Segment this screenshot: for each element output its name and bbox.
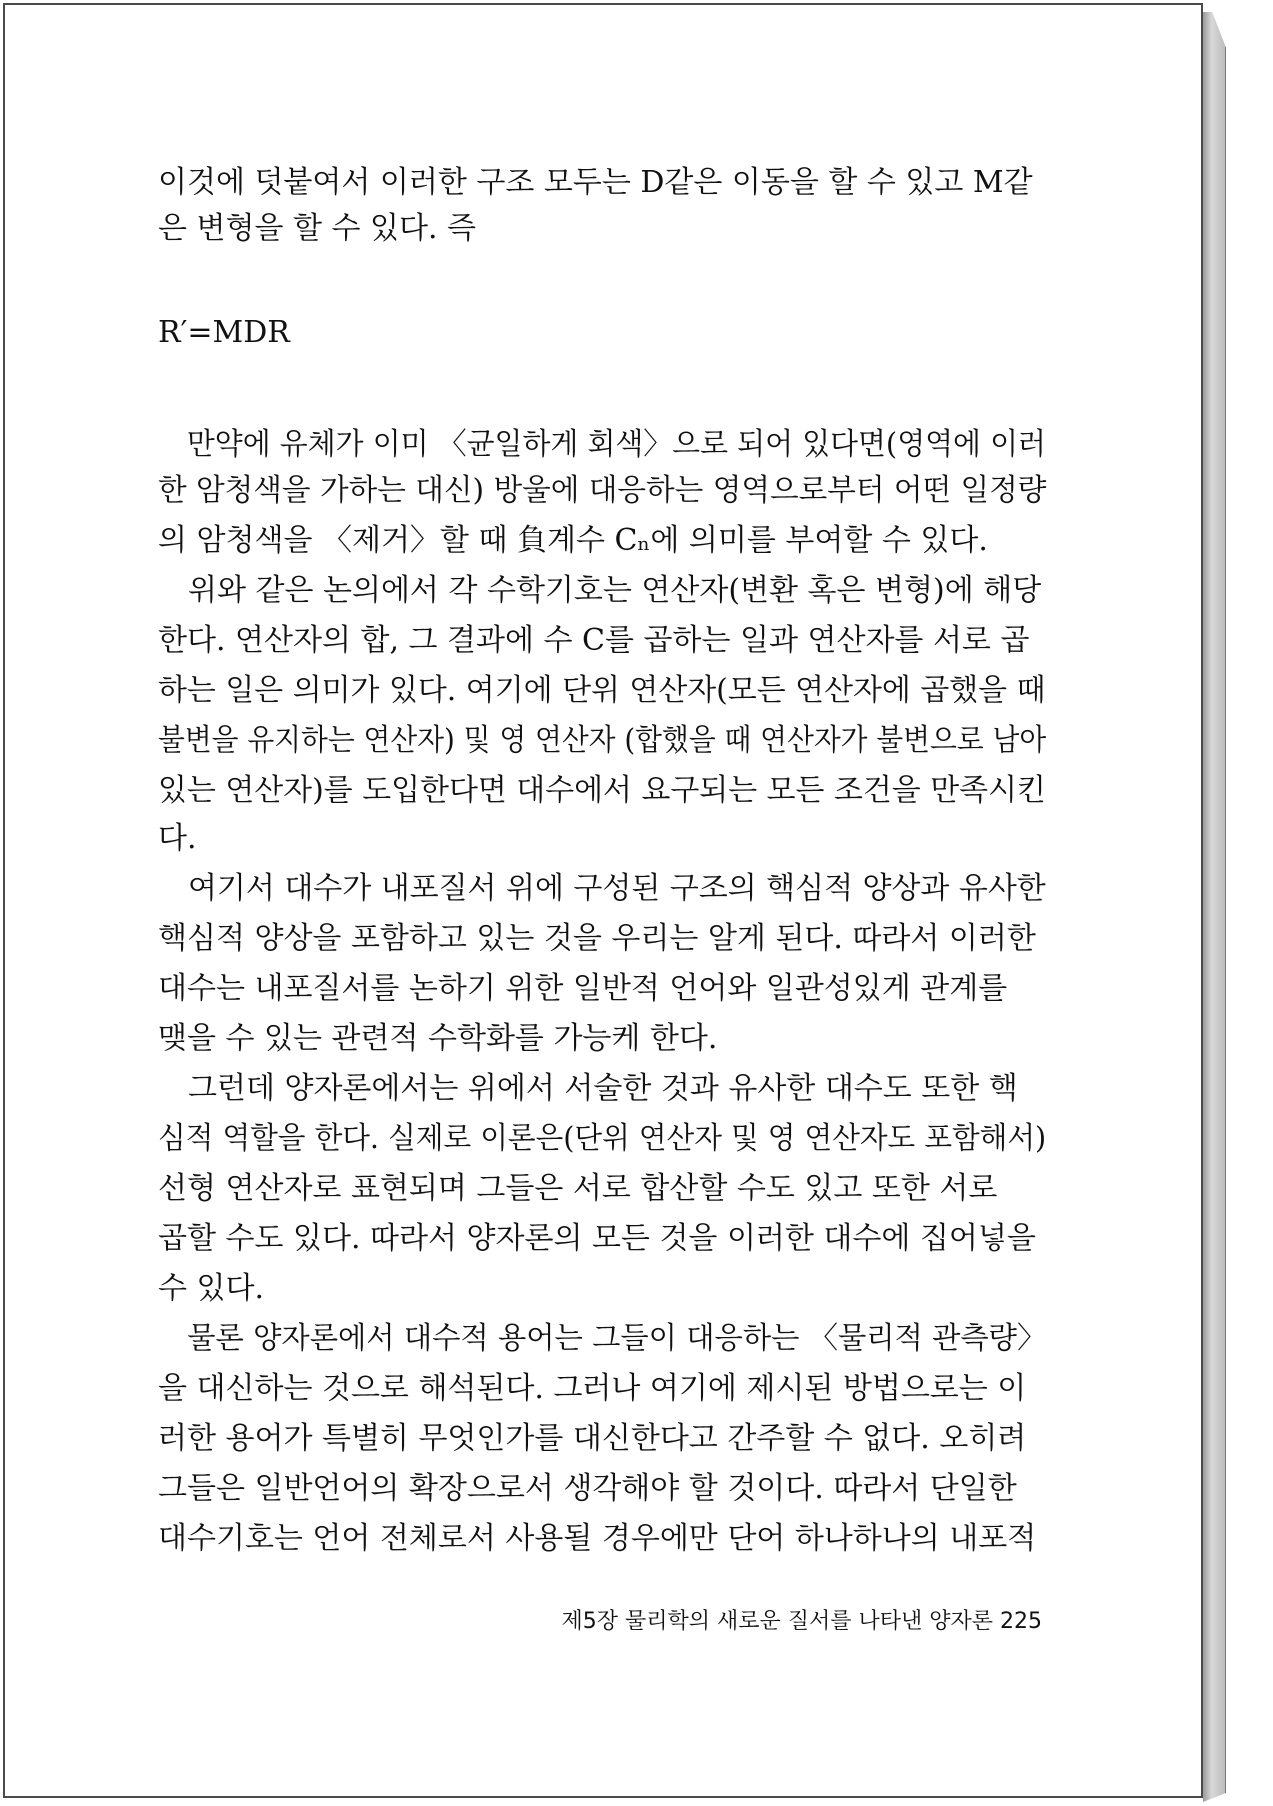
text-line: 의 암청색을 〈제거〉할 때 負계수 Cₙ에 의미를 부여할 수 있다. (158, 523, 988, 558)
text-line: 다. (158, 821, 197, 856)
text-line: 대수는 내포질서를 논하기 위한 일반적 언어와 일관성있게 관계를 (158, 971, 1008, 1006)
text-line: 이것에 덧붙여서 이러한 구조 모두는 D같은 이동을 할 수 있고 M같 (158, 165, 1033, 200)
text-line: 핵심적 양상을 포함하고 있는 것을 우리는 알게 된다. 따라서 이러한 (158, 921, 1036, 956)
text-line: 을 대신하는 것으로 해석된다. 그러나 여기에 제시된 방법으로는 이 (158, 1371, 1027, 1406)
text-line: 그들은 일반언어의 확장으로서 생각해야 할 것이다. 따라서 단일한 (158, 1471, 1017, 1506)
text-line: 대수기호는 언어 전체로서 사용될 경우에만 단어 하나하나의 내포적 (158, 1521, 1037, 1556)
text-line: 맺을 수 있는 관련적 수학화를 가능케 한다. (158, 1021, 718, 1056)
text-line: 은 변형을 할 수 있다. 즉 (158, 211, 477, 246)
text-line: 러한 용어가 특별히 무엇인가를 대신한다고 간주할 수 없다. 오히려 (158, 1421, 1027, 1456)
text-line: 만약에 유체가 이미 〈균일하게 회색〉으로 되어 있다면(영역에 이러 (158, 427, 1046, 462)
text-line: 선형 연산자로 표현되며 그들은 서로 합산할 수도 있고 또한 서로 (158, 1171, 998, 1206)
text-line: 심적 역할을 한다. 실제로 이론은(단위 연산자 및 영 연산자도 포함해서) (158, 1121, 1047, 1156)
page-edge (1203, 12, 1226, 1802)
running-footer: 제5장 물리학의 새로운 질서를 나타낸 양자론 225 (561, 1609, 1042, 1634)
text-line: 곱할 수도 있다. 따라서 양자론의 모든 것을 이러한 대수에 집어넣을 (158, 1221, 1036, 1256)
text-line: 하는 일은 의미가 있다. 여기에 단위 연산자(모든 연산자에 곱했을 때 (158, 673, 1046, 708)
text-line: 한 암청색을 가하는 대신) 방울에 대응하는 영역으로부터 어떤 일정량 (158, 473, 1047, 508)
text-line: 여기서 대수가 내포질서 위에 구성된 구조의 핵심적 양상과 유사한 (158, 871, 1046, 906)
text-line: 있는 연산자)를 도입한다면 대수에서 요구되는 모든 조건을 만족시킨 (158, 773, 1046, 808)
text-line: 수 있다. (158, 1271, 265, 1306)
equation: R′=MDR (158, 315, 290, 350)
text-line: 그런데 양자론에서는 위에서 서술한 것과 유사한 대수도 또한 핵 (158, 1071, 1018, 1106)
text-line: 위와 같은 논의에서 각 수학기호는 연산자(변환 혹은 변형)에 해당 (158, 573, 1042, 608)
text-line: 한다. 연산자의 합, 그 결과에 수 C를 곱하는 일과 연산자를 서로 곱 (158, 623, 1030, 658)
text-line: 물론 양자론에서 대수적 용어는 그들이 대응하는 〈물리적 관측량〉 (158, 1321, 1047, 1356)
text-line: 불변을 유지하는 연산자) 및 영 연산자 (합했을 때 연산자가 불변으로 남아 (158, 723, 1047, 758)
